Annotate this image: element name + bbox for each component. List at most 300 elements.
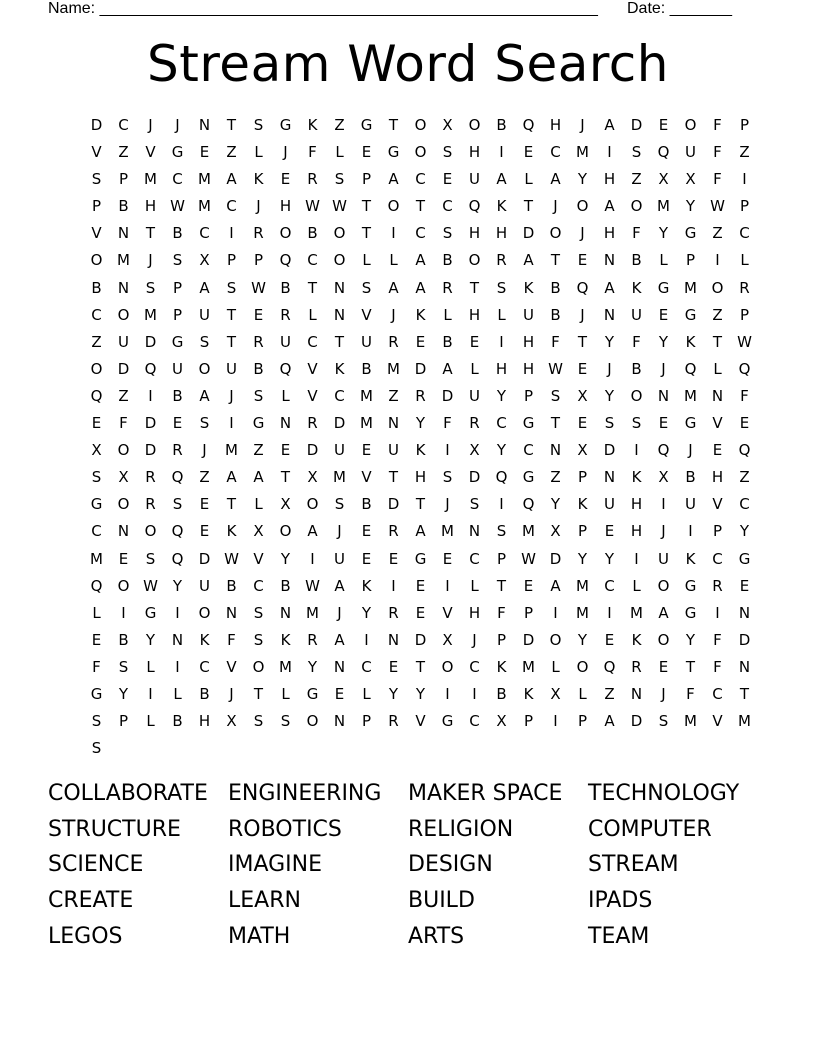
word-list-item: DESIGN [408, 852, 493, 878]
grid-letter: C [415, 224, 426, 243]
grid-letter: O [117, 495, 130, 514]
grid-letter: K [577, 495, 588, 514]
grid-letter: J [661, 684, 666, 703]
grid-letter: I [688, 522, 693, 541]
grid-letter: O [711, 278, 724, 297]
grid-letter: T [712, 332, 723, 351]
grid-letter: W [737, 332, 752, 351]
grid-letter: K [496, 657, 507, 676]
grid-letter: F [713, 143, 722, 162]
grid-letter: E [523, 576, 534, 595]
grid-letter: S [91, 739, 102, 758]
grid-letter: N [603, 468, 616, 487]
grid-letter: Z [739, 143, 750, 162]
grid-letter: K [685, 549, 696, 568]
grid-letter: K [631, 278, 642, 297]
grid-letter: A [604, 197, 615, 216]
grid-letter: F [632, 332, 641, 351]
grid-letter: E [577, 251, 588, 270]
grid-letter: K [226, 522, 237, 541]
grid-letter: T [253, 684, 264, 703]
grid-letter: E [253, 305, 264, 324]
grid-letter: T [388, 116, 399, 134]
grid-letter: M [360, 386, 373, 405]
grid-letter: V [712, 712, 723, 731]
grid-letter: E [172, 414, 183, 433]
grid-letter: L [632, 576, 641, 595]
grid-letter: O [414, 116, 427, 134]
grid-letter: D [414, 359, 427, 378]
grid-letter: Y [739, 522, 750, 541]
grid-letter: H [468, 305, 481, 324]
grid-letter: S [631, 414, 642, 433]
grid-letter: V [712, 495, 723, 514]
grid-letter: M [117, 251, 130, 270]
grid-letter: O [684, 116, 697, 134]
grid-letter: G [684, 414, 697, 433]
grid-letter: Q [468, 197, 481, 216]
grid-letter: Q [603, 657, 616, 676]
grid-letter: A [388, 278, 399, 297]
grid-letter: B [685, 468, 696, 487]
grid-letter: T [280, 468, 291, 487]
grid-letter: S [253, 603, 264, 622]
grid-letter: T [577, 332, 588, 351]
grid-letter: E [388, 549, 399, 568]
grid-letter: N [279, 603, 292, 622]
grid-letter: C [739, 495, 750, 514]
grid-letter: Q [495, 468, 508, 487]
grid-letter: C [469, 549, 480, 568]
grid-letter: Q [90, 386, 103, 405]
grid-letter: B [496, 116, 507, 134]
grid-letter: D [144, 332, 157, 351]
grid-letter: Q [738, 441, 751, 460]
grid-letter: N [738, 657, 751, 676]
grid-letter: C [442, 197, 453, 216]
grid-letter: S [172, 251, 183, 270]
grid-letter: X [658, 170, 669, 189]
grid-letter: U [280, 332, 291, 351]
grid-letter: W [332, 197, 347, 216]
grid-letter: Z [388, 386, 399, 405]
grid-letter: L [92, 603, 101, 622]
grid-letter: E [469, 332, 480, 351]
grid-letter: C [712, 684, 723, 703]
grid-letter: I [607, 603, 612, 622]
grid-letter: V [361, 305, 372, 324]
grid-letter: S [172, 495, 183, 514]
grid-letter: G [522, 468, 535, 487]
grid-letter: F [119, 414, 128, 433]
grid-letter: D [198, 549, 211, 568]
grid-letter: T [550, 414, 561, 433]
grid-letter: S [631, 143, 642, 162]
grid-letter: G [144, 603, 157, 622]
grid-letter: Y [577, 549, 588, 568]
grid-letter: P [523, 712, 534, 731]
grid-letter: M [333, 468, 346, 487]
grid-letter: W [548, 359, 563, 378]
grid-letter: A [199, 278, 210, 297]
grid-letter: C [712, 549, 723, 568]
grid-letter: B [442, 251, 453, 270]
grid-letter: O [306, 495, 319, 514]
grid-letter: A [604, 278, 615, 297]
grid-letter: I [499, 143, 504, 162]
grid-letter: I [607, 143, 612, 162]
grid-letter: Q [657, 143, 670, 162]
grid-letter: W [305, 197, 320, 216]
grid-letter: D [468, 468, 481, 487]
grid-letter: S [253, 116, 264, 134]
grid-letter: P [118, 712, 129, 731]
word-list-item: ROBOTICS [228, 816, 342, 842]
grid-letter: X [577, 441, 588, 460]
grid-letter: L [281, 684, 290, 703]
grid-letter: H [522, 332, 535, 351]
grid-letter: G [657, 278, 670, 297]
grid-letter: I [742, 170, 747, 189]
grid-letter: D [630, 712, 643, 731]
word-list-item: STRUCTURE [48, 816, 181, 842]
grid-letter: Y [604, 549, 615, 568]
grid-letter: Z [118, 143, 129, 162]
grid-letter: P [577, 712, 588, 731]
grid-letter: O [549, 224, 562, 243]
grid-letter: M [684, 712, 697, 731]
grid-letter: Z [631, 170, 642, 189]
grid-letter: F [713, 170, 722, 189]
grid-letter: E [91, 630, 102, 649]
grid-letter: I [553, 603, 558, 622]
grid-letter: H [603, 224, 616, 243]
word-list-item: LEGOS [48, 923, 123, 949]
grid-letter: P [361, 712, 372, 731]
grid-letter: B [91, 278, 102, 297]
grid-letter: E [199, 522, 210, 541]
grid-letter: J [661, 522, 666, 541]
grid-letter: U [685, 143, 696, 162]
grid-letter: M [279, 657, 292, 676]
grid-letter: A [550, 170, 561, 189]
grid-letter: P [685, 251, 696, 270]
grid-letter: N [117, 522, 130, 541]
grid-letter: N [630, 684, 643, 703]
grid-letter: R [280, 305, 291, 324]
grid-letter: G [252, 414, 265, 433]
grid-letter: Y [496, 441, 507, 460]
grid-letter: S [496, 278, 507, 297]
grid-letter: V [307, 359, 318, 378]
grid-letter: C [91, 305, 102, 324]
grid-letter: I [310, 549, 315, 568]
grid-letter: R [388, 603, 399, 622]
grid-letter: H [603, 170, 616, 189]
grid-letter: U [199, 305, 210, 324]
grid-letter: L [335, 143, 344, 162]
grid-letter: M [576, 603, 589, 622]
grid-letter: O [144, 522, 157, 541]
grid-letter: W [251, 278, 266, 297]
grid-letter: N [468, 522, 481, 541]
grid-letter: E [334, 684, 345, 703]
grid-letter: Y [307, 657, 318, 676]
grid-letter: T [685, 657, 696, 676]
grid-letter: A [442, 359, 453, 378]
grid-letter: L [740, 251, 749, 270]
grid-letter: Z [550, 468, 561, 487]
grid-letter: I [364, 630, 369, 649]
grid-letter: F [92, 657, 101, 676]
grid-letter: J [607, 359, 612, 378]
grid-letter: N [198, 116, 211, 134]
grid-letter: A [658, 603, 669, 622]
grid-letter: A [550, 576, 561, 595]
grid-letter: U [118, 332, 129, 351]
grid-letter: G [279, 116, 292, 134]
grid-letter: A [388, 170, 399, 189]
grid-letter: T [361, 197, 372, 216]
letter-grid [83, 112, 758, 762]
grid-letter: U [199, 576, 210, 595]
grid-letter: N [333, 712, 346, 731]
grid-letter: S [199, 414, 210, 433]
grid-letter: L [254, 143, 263, 162]
grid-letter: O [387, 197, 400, 216]
grid-letter: S [550, 386, 561, 405]
grid-letter: E [604, 522, 615, 541]
grid-letter: H [468, 143, 481, 162]
word-list-item: BUILD [408, 888, 475, 914]
grid-letter: P [172, 278, 183, 297]
grid-letter: B [226, 576, 237, 595]
grid-letter: J [337, 603, 342, 622]
grid-letter: Q [279, 251, 292, 270]
grid-letter: Z [604, 684, 615, 703]
grid-letter: Q [90, 576, 103, 595]
grid-letter: K [523, 684, 534, 703]
grid-letter: E [280, 441, 291, 460]
grid-letter: O [198, 603, 211, 622]
grid-letter: C [469, 712, 480, 731]
grid-letter: C [334, 386, 345, 405]
grid-letter: F [740, 386, 749, 405]
grid-letter: H [198, 712, 211, 731]
grid-letter: E [280, 170, 291, 189]
grid-letter: Z [334, 116, 345, 134]
grid-letter: R [253, 224, 264, 243]
grid-letter: J [580, 224, 585, 243]
grid-letter: H [495, 224, 508, 243]
grid-letter: S [442, 143, 453, 162]
grid-letter: P [739, 116, 750, 134]
grid-letter: L [308, 305, 317, 324]
grid-letter: V [91, 224, 102, 243]
grid-letter: Z [739, 468, 750, 487]
grid-letter: E [442, 170, 453, 189]
grid-letter: E [712, 441, 723, 460]
grid-letter: C [496, 414, 507, 433]
grid-letter: G [684, 576, 697, 595]
grid-letter: T [226, 116, 237, 134]
grid-letter: H [279, 197, 292, 216]
grid-letter: V [307, 386, 318, 405]
grid-letter: A [226, 468, 237, 487]
grid-letter: R [739, 278, 750, 297]
grid-letter: O [657, 576, 670, 595]
grid-letter: I [229, 224, 234, 243]
word-list-item: ARTS [408, 923, 465, 949]
grid-letter: E [739, 414, 750, 433]
grid-letter: D [549, 549, 562, 568]
grid-letter: N [117, 278, 130, 297]
grid-letter: W [143, 576, 158, 595]
grid-letter: W [224, 549, 239, 568]
grid-letter: L [389, 251, 398, 270]
grid-letter: A [496, 170, 507, 189]
grid-letter: R [415, 386, 426, 405]
grid-letter: M [522, 522, 535, 541]
grid-letter: Y [550, 495, 561, 514]
grid-letter: Y [604, 386, 615, 405]
grid-letter: F [551, 332, 560, 351]
grid-letter: U [469, 386, 480, 405]
grid-letter: P [577, 522, 588, 541]
grid-letter: S [253, 630, 264, 649]
grid-letter: U [361, 332, 372, 351]
grid-letter: O [198, 359, 211, 378]
grid-letter: L [551, 657, 560, 676]
grid-letter: D [630, 116, 643, 134]
grid-letter: S [253, 712, 264, 731]
grid-letter: Y [496, 386, 507, 405]
grid-letter: J [283, 143, 288, 162]
grid-letter: O [576, 197, 589, 216]
grid-letter: S [334, 170, 345, 189]
grid-letter: W [710, 197, 725, 216]
grid-letter: P [361, 170, 372, 189]
grid-letter: B [550, 305, 561, 324]
grid-letter: J [553, 197, 558, 216]
grid-letter: C [199, 224, 210, 243]
grid-letter: J [580, 305, 585, 324]
grid-letter: D [144, 414, 157, 433]
grid-letter: D [522, 224, 535, 243]
grid-letter: Q [171, 468, 184, 487]
grid-letter: D [306, 441, 319, 460]
grid-letter: G [306, 684, 319, 703]
grid-letter: D [522, 630, 535, 649]
grid-letter: E [577, 414, 588, 433]
grid-letter: M [576, 143, 589, 162]
grid-letter: E [658, 305, 669, 324]
grid-letter: S [199, 332, 210, 351]
grid-letter: I [175, 657, 180, 676]
grid-letter: E [118, 549, 129, 568]
page-title: Stream Word Search [147, 35, 669, 93]
grid-letter: G [171, 332, 184, 351]
grid-letter: C [307, 251, 318, 270]
grid-letter: T [145, 224, 156, 243]
grid-letter: Z [199, 468, 210, 487]
grid-letter: B [496, 684, 507, 703]
grid-letter: J [337, 522, 342, 541]
grid-letter: E [604, 630, 615, 649]
grid-letter: B [172, 712, 183, 731]
grid-letter: J [661, 359, 666, 378]
grid-letter: R [307, 414, 318, 433]
grid-letter: A [415, 251, 426, 270]
grid-letter: D [603, 441, 616, 460]
grid-letter: C [550, 143, 561, 162]
grid-letter: Y [145, 630, 156, 649]
grid-letter: S [658, 712, 669, 731]
grid-letter: N [333, 278, 346, 297]
grid-letter: C [469, 657, 480, 676]
grid-letter: F [443, 414, 452, 433]
grid-letter: X [685, 170, 696, 189]
grid-letter: X [199, 251, 210, 270]
grid-letter: P [496, 630, 507, 649]
grid-letter: J [445, 495, 450, 514]
grid-letter: N [603, 305, 616, 324]
grid-letter: T [415, 197, 426, 216]
grid-letter: P [91, 197, 102, 216]
grid-letter: E [658, 657, 669, 676]
grid-letter: Y [415, 414, 426, 433]
grid-letter: I [391, 224, 396, 243]
grid-letter: N [657, 386, 670, 405]
grid-letter: L [470, 576, 479, 595]
grid-letter: D [144, 441, 157, 460]
grid-letter: L [254, 495, 263, 514]
grid-letter: O [657, 630, 670, 649]
grid-letter: Y [172, 576, 183, 595]
grid-letter: Z [91, 332, 102, 351]
grid-letter: E [442, 549, 453, 568]
grid-letter: O [414, 143, 427, 162]
grid-letter: Q [171, 522, 184, 541]
grid-letter: N [171, 630, 184, 649]
grid-letter: X [442, 630, 453, 649]
grid-letter: E [658, 116, 669, 134]
grid-letter: Y [577, 170, 588, 189]
grid-letter: H [630, 495, 643, 514]
grid-letter: I [121, 603, 126, 622]
grid-letter: B [442, 332, 453, 351]
word-list-item: ENGINEERING [228, 781, 382, 806]
grid-letter: K [631, 468, 642, 487]
grid-letter: M [198, 197, 211, 216]
grid-letter: E [361, 441, 372, 460]
grid-letter: E [415, 332, 426, 351]
grid-letter: J [580, 116, 585, 134]
grid-letter: B [361, 495, 372, 514]
grid-letter: K [307, 116, 318, 134]
grid-letter: E [361, 549, 372, 568]
grid-letter: F [713, 657, 722, 676]
grid-letter: U [334, 441, 345, 460]
grid-letter: M [684, 278, 697, 297]
grid-letter: O [279, 224, 292, 243]
grid-letter: C [91, 522, 102, 541]
grid-letter: O [117, 441, 130, 460]
grid-letter: S [91, 170, 102, 189]
grid-letter: G [684, 305, 697, 324]
grid-letter: O [90, 251, 103, 270]
word-list-item: TECHNOLOGY [588, 781, 740, 806]
